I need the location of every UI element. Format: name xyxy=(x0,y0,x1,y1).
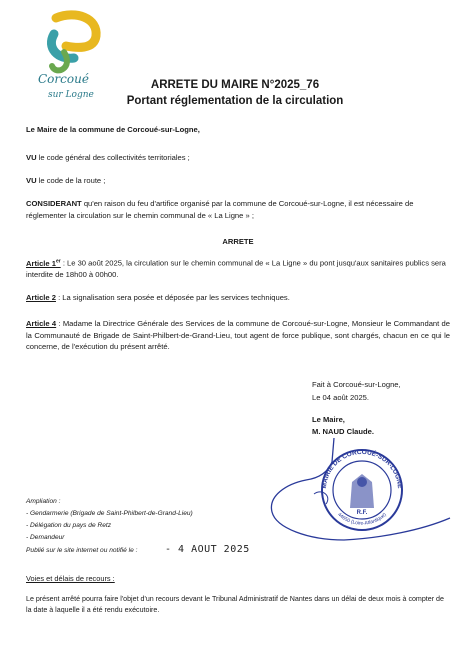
publication-label: Publié sur le site internet ou notifié le : xyxy=(26,547,138,554)
ampliation-item: - Gendarmerie (Brigade de Saint-Philbert-de-Grand-Lieu) xyxy=(26,510,193,517)
official-stamp-and-signature xyxy=(262,438,458,548)
vu-line-2: VU le code de la route ; xyxy=(26,176,106,185)
arrete-heading: ARRETE xyxy=(222,237,254,246)
ampliation-item: - Délégation du pays de Retz xyxy=(26,522,112,529)
svg-text:R.F.: R.F. xyxy=(356,510,368,516)
signature-name: M. NAUD Claude. xyxy=(312,427,375,436)
decree-subtitle: Portant réglementation de la circulation xyxy=(126,95,344,107)
decree-title: ARRETE DU MAIRE N°2025_76 xyxy=(150,79,320,91)
signature-date: Le 04 août 2025. xyxy=(312,393,370,402)
ampliation-item: - Demandeur xyxy=(26,534,65,541)
signature-role: Le Maire, xyxy=(312,415,345,424)
publication-date-stamp: - 4 AOUT 2025 xyxy=(165,544,250,555)
considerant-paragraph: CONSIDERANT qu'en raison du feu d'artifice organisé par la commune de Corcoué-sur-Logne, il est nécessaire de réglementer la circulation sur le chemin communal de « La Ligne » ; xyxy=(26,199,414,220)
article-2: Article 2 : La signalisation sera posée et déposée par les services techniques. xyxy=(26,293,290,302)
commune-logo xyxy=(36,8,106,106)
recourse-text: Le présent arrêté pourra faire l'objet d'un recours devant le Tribunal Administratif de Nantes dans un délai de deux mois à compter de la date à laquelle il a été rendu exécutoire. xyxy=(26,595,444,614)
svg-text:MAIRIE DE CORCOUÉ-SUR-LOGNE: MAIRIE DE CORCOUÉ-SUR-LOGNE xyxy=(320,448,404,489)
article-4: Article 4 : Madame la Directrice Générale des Services de la commune de Corcoué-sur-Logne, Monsieur le Commandant de la Communauté de Brigade de Saint-Philbert-de-Grand-Lieu, tout agent de force publique, sont chargés, chacun en ce qui le concerne, de l'exécution du présent arrêté. xyxy=(26,319,450,351)
svg-text:Corcoué: Corcoué xyxy=(38,72,89,86)
ampliation-title: Ampliation : xyxy=(26,498,61,505)
signature-place: Fait à Corcoué-sur-Logne, xyxy=(312,380,401,389)
vu-line-1: VU le code général des collectivités territoriales ; xyxy=(26,153,190,162)
svg-text:44650 (Loire-Atlantique): 44650 (Loire-Atlantique) xyxy=(336,511,388,527)
mayor-line: Le Maire de la commune de Corcoué-sur-Logne, xyxy=(26,125,200,134)
recourse-heading: Voies et délais de recours : xyxy=(26,574,115,583)
article-1: Article 1er : Le 30 août 2025, la circulation sur le chemin communal de « La Ligne » du pont jusqu'aux sanitaires publics sera interdite de 18h00 à 00h00. xyxy=(26,258,446,280)
svg-text:sur Logne: sur Logne xyxy=(48,90,94,100)
